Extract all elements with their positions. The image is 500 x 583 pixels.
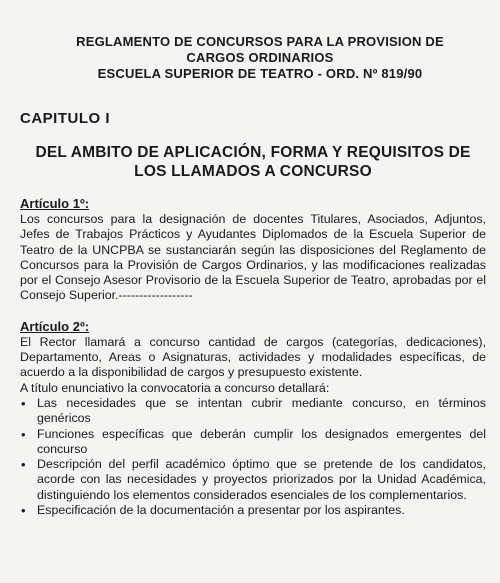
document-header [34,34,486,82]
chapter-title: CAPITULO I [20,110,110,127]
article-2 [20,319,486,519]
list-item [20,457,486,503]
article-1-heading: Artículo 1º: [20,196,90,211]
article-2-list [20,396,486,518]
article-2-heading: Artículo 2º: [20,318,90,334]
list-item-text: Funciones específicas que deberán cumplir los designados emergentes del concurso [37,426,486,456]
header-line-3: ESCUELA SUPERIOR DE TEATRO - ORD. Nº 819/90 [97,66,423,81]
section-title [20,143,486,181]
list-item-text: Especificación de la documentación a presentar por los aspirantes. [37,503,405,518]
section-title-line-2: LOS LLAMADOS A CONCURSO [134,163,372,180]
article-2-intro: A título enunciativo la convocatoria a concurso detallará: [20,380,330,395]
article-1 [20,196,486,304]
header-line-1: REGLAMENTO DE CONCURSOS PARA LA PROVISION DE [76,34,444,49]
list-item [20,503,486,518]
article-2-text: El Rector llamará a concurso cantidad de cargos (categorías, dedicaciones), Departamento, Areas o Asignaturas, actividades y modalidades específicas, de acuerdo a la disponibilidad de cargos y presupuesto existente. [20,334,486,380]
section-title-line-1: DEL AMBITO DE APLICACIÓN, FORMA Y REQUISITOS DE [35,144,471,161]
bullet-icon: • [21,503,26,519]
article-1-text: Los concursos para la designación de docentes Titulares, Asociados, Adjuntos, Jefes de Trabajos Prácticos y Ayudantes Diplomados de la Escuela Superior de Teatro de la UNCPBA se sustanciarán según las disposiciones del Reglamento de Concursos para la Provisión de Cargos Ordinarios, y las modificaciones realizadas por el Consejo Asesor Provisorio de la Escuela Superior de Teatro, aprobadas por el Consejo Superior.------------------ [20,212,486,303]
list-item [20,427,486,458]
bullet-icon: • [21,395,26,411]
bullet-icon: • [21,457,26,473]
list-item [20,396,486,427]
list-item-text: Descripción del perfil académico óptimo que se pretende de los candidatos, acorde con las necesidades y proyectos priorizados por la Unidad Académica, distinguiendo los elementos considerados esenciales de los complementarios. [37,457,486,502]
header-line-2: CARGOS ORDINARIOS [186,50,334,65]
bullet-icon: • [21,426,26,442]
list-item-text: Las necesidades que se intentan cubrir mediante concurso, en términos genéricos [37,395,486,426]
